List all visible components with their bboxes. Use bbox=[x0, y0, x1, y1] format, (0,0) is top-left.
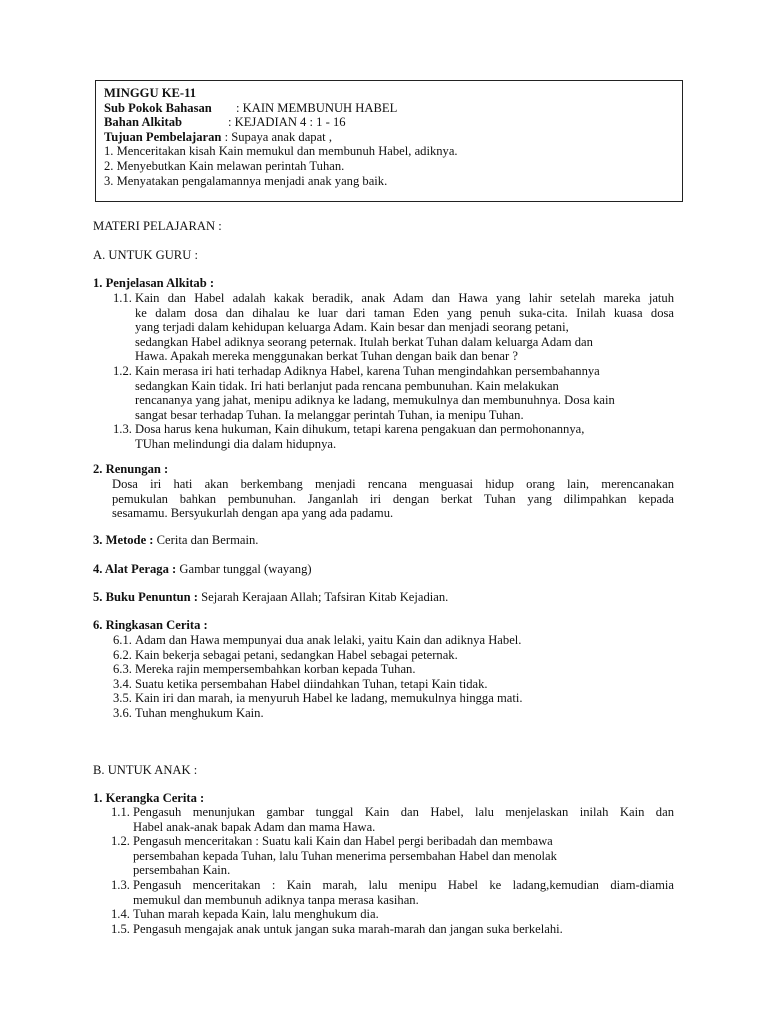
penjelasan-title: 1. Penjelasan Alkitab : bbox=[93, 276, 215, 290]
item-number: 1.4. bbox=[111, 907, 130, 922]
kerangka-list bbox=[93, 805, 674, 936]
item-number: 6.3. bbox=[113, 662, 132, 677]
sub-topic-line bbox=[104, 101, 682, 116]
item-number: 3.4. bbox=[113, 676, 132, 691]
item-number: 6.2. bbox=[113, 647, 132, 662]
metode-label: 3. Metode : bbox=[93, 533, 154, 547]
ringkasan-item bbox=[93, 648, 674, 663]
kerangka-item bbox=[93, 878, 674, 907]
item-line: Habel anak-anak bapak Adam dan mama Hawa. bbox=[133, 819, 376, 834]
item-text: Adam dan Hawa mempunyai dua anak lelaki, yaitu Kain dan adiknya Habel. bbox=[135, 633, 522, 647]
paragraph-line: Dosa iri hati akan berkembang menjadi rencana menguasai hidup orang lain, merencanakan bbox=[112, 477, 674, 491]
item-line: Pengasuh mengajak anak untuk jangan suka marah-marah dan jangan suka berkelahi. bbox=[133, 921, 563, 936]
ringkasan-item bbox=[93, 677, 674, 692]
item-line: sedangkan Kain tidak. Iri hati berlanjut pada rencana pembunuhan. Kain melakukan bbox=[135, 378, 559, 393]
kerangka-item bbox=[93, 907, 674, 922]
penjelasan-item bbox=[93, 364, 674, 422]
alat-peraga-line bbox=[93, 562, 312, 577]
item-text: Kain iri dan marah, ia menyuruh Habel ke ladang, memukulnya hingga mati. bbox=[135, 691, 523, 706]
buku-penuntun-value: Sejarah Kerajaan Allah; Tafsiran Kitab Kejadian. bbox=[201, 590, 449, 604]
item-line: yang terjadi dalam kehidupan keluarga Adam. Kain besar dan menjadi seorang petani, bbox=[135, 320, 569, 335]
ringkasan-list bbox=[93, 633, 674, 721]
learning-goal-value: : Supaya anak dapat , bbox=[224, 129, 332, 144]
item-number: 1.5. bbox=[111, 921, 130, 936]
item-line: sedangkan Habel adiknya seorang peternak. Itulah berkat Tuhan dalam keluarga Adam dan bbox=[135, 334, 593, 349]
buku-penuntun-label: 5. Buku Penuntun : bbox=[93, 590, 198, 604]
metode-value: Cerita dan Bermain. bbox=[156, 533, 259, 547]
item-line: sangat besar terhadap Tuhan. Ia melanggar perintah Tuhan, ia menipu Tuhan. bbox=[135, 407, 524, 422]
item-line: Pengasuh menunjukan gambar tunggal Kain dan Habel, lalu menjelaskan inilah Kain dan bbox=[133, 805, 674, 819]
item-line: TUhan melindungi dia dalam hidupnya. bbox=[135, 436, 337, 451]
paragraph-line: sesamamu. Bersyukurlah dengan apa yang ada padamu. bbox=[112, 506, 394, 521]
alat-peraga-label: 4. Alat Peraga : bbox=[93, 562, 177, 576]
ringkasan-item bbox=[93, 662, 674, 677]
week-label: MINGGU KE-11 bbox=[104, 86, 197, 100]
learning-goal-line bbox=[104, 130, 682, 145]
item-line: Kain dan Habel adalah kakak beradik, anak Adam dan Hawa yang lahir setelah mareka jatuh bbox=[135, 291, 674, 305]
paragraph-line: pemukulan bahkan pembunuhan. Janganlah iri dengan berkat Tuhan yang dilimpahkan kepada bbox=[112, 491, 674, 506]
goal-item: 3. Menyatakan pengalamannya menjadi anak yang baik. bbox=[104, 173, 388, 188]
item-line: Dosa harus kena hukuman, Kain dihukum, tetapi karena pengakuan dan permohonannya, bbox=[135, 422, 585, 437]
kerangka-item bbox=[93, 805, 674, 834]
goal-item: 2. Menyebutkan Kain melawan perintah Tuhan. bbox=[104, 158, 345, 173]
item-line: Pengasuh menceritakan : Suatu kali Kain dan Habel pergi beribadah dan membawa bbox=[133, 834, 553, 849]
untuk-anak-title: B. UNTUK ANAK : bbox=[93, 763, 198, 777]
item-line: Hawa. Apakah mereka menggunakan berkat Tuhan dengan baik dan benar ? bbox=[135, 349, 518, 364]
untuk-guru-title: A. UNTUK GURU : bbox=[93, 248, 198, 262]
bible-source-value: : KEJADIAN 4 : 1 - 16 bbox=[228, 115, 346, 130]
item-number: 1.3. bbox=[113, 422, 132, 437]
kerangka-item bbox=[93, 834, 674, 878]
metode-line bbox=[93, 533, 258, 548]
renungan-paragraph bbox=[112, 477, 674, 521]
item-line: Tuhan marah kepada Kain, lalu menghukum dia. bbox=[133, 907, 379, 922]
item-line: persembahan kepada Tuhan, lalu Tuhan menerima persembahan Habel dan menolak bbox=[133, 848, 557, 863]
penjelasan-list bbox=[93, 291, 674, 452]
item-number: 1.1. bbox=[111, 805, 130, 819]
item-text: Tuhan menghukum Kain. bbox=[135, 705, 264, 720]
item-text: Suatu ketika persembahan Habel diindahkan Tuhan, tetapi Kain tidak. bbox=[135, 676, 488, 691]
item-number: 1.2. bbox=[111, 834, 130, 849]
item-line: persembahan Kain. bbox=[133, 863, 231, 878]
sub-topic-label: Sub Pokok Bahasan bbox=[104, 100, 212, 115]
item-line: Kain merasa iri hati terhadap Adiknya Habel, karena Tuhan mengindahkan persembahannya bbox=[135, 363, 600, 378]
renungan-title: 2. Renungan : bbox=[93, 462, 169, 476]
buku-penuntun-line bbox=[93, 590, 448, 605]
item-line: Pengasuh menceritakan : Kain marah, lalu menipu Habel ke ladang,kemudian diam-diamia bbox=[133, 877, 674, 892]
kerangka-title: 1. Kerangka Cerita : bbox=[93, 791, 205, 805]
kerangka-item bbox=[93, 922, 674, 937]
ringkasan-item bbox=[93, 633, 674, 648]
item-text: Mereka rajin mempersembahkan korban kepada Tuhan. bbox=[135, 662, 416, 677]
alat-peraga-value: Gambar tunggal (wayang) bbox=[179, 562, 312, 576]
learning-goal-label: Tujuan Pembelajaran bbox=[104, 129, 222, 144]
item-text: Kain bekerja sebagai petani, sedangkan Habel sebagai peternak. bbox=[135, 647, 458, 662]
item-number: 6.1. bbox=[113, 633, 132, 647]
penjelasan-item bbox=[93, 422, 674, 451]
lesson-header-box bbox=[95, 80, 683, 202]
item-line: memukul dan membunuh adiknya tanpa merasa kasihan. bbox=[133, 892, 419, 907]
ringkasan-item bbox=[93, 706, 674, 721]
sub-topic-value: : KAIN MEMBUNUH HABEL bbox=[236, 100, 398, 115]
ringkasan-title: 6. Ringkasan Cerita : bbox=[93, 618, 208, 632]
item-number: 3.6. bbox=[113, 705, 132, 720]
materi-title: MATERI PELAJARAN : bbox=[93, 219, 222, 233]
item-number: 1.3. bbox=[111, 877, 130, 892]
item-number: 1.2. bbox=[113, 363, 132, 378]
item-number: 1.1. bbox=[113, 291, 132, 305]
item-line: rencananya yang jahat, menipu adiknya ke ladang, memukulnya dan membunuhnya. Dosa kain bbox=[135, 393, 615, 408]
bible-source-line bbox=[104, 115, 682, 130]
item-number: 3.5. bbox=[113, 691, 132, 706]
bible-source-label: Bahan Alkitab bbox=[104, 115, 183, 130]
penjelasan-item bbox=[93, 291, 674, 364]
item-line: ke dalam dosa dan dihalau ke luar dari taman Eden yang penuh suka-cita. Inilah kuasa dosa bbox=[135, 305, 674, 320]
ringkasan-item bbox=[93, 691, 674, 706]
goal-item: 1. Menceritakan kisah Kain memukul dan membunuh Habel, adiknya. bbox=[104, 144, 458, 159]
